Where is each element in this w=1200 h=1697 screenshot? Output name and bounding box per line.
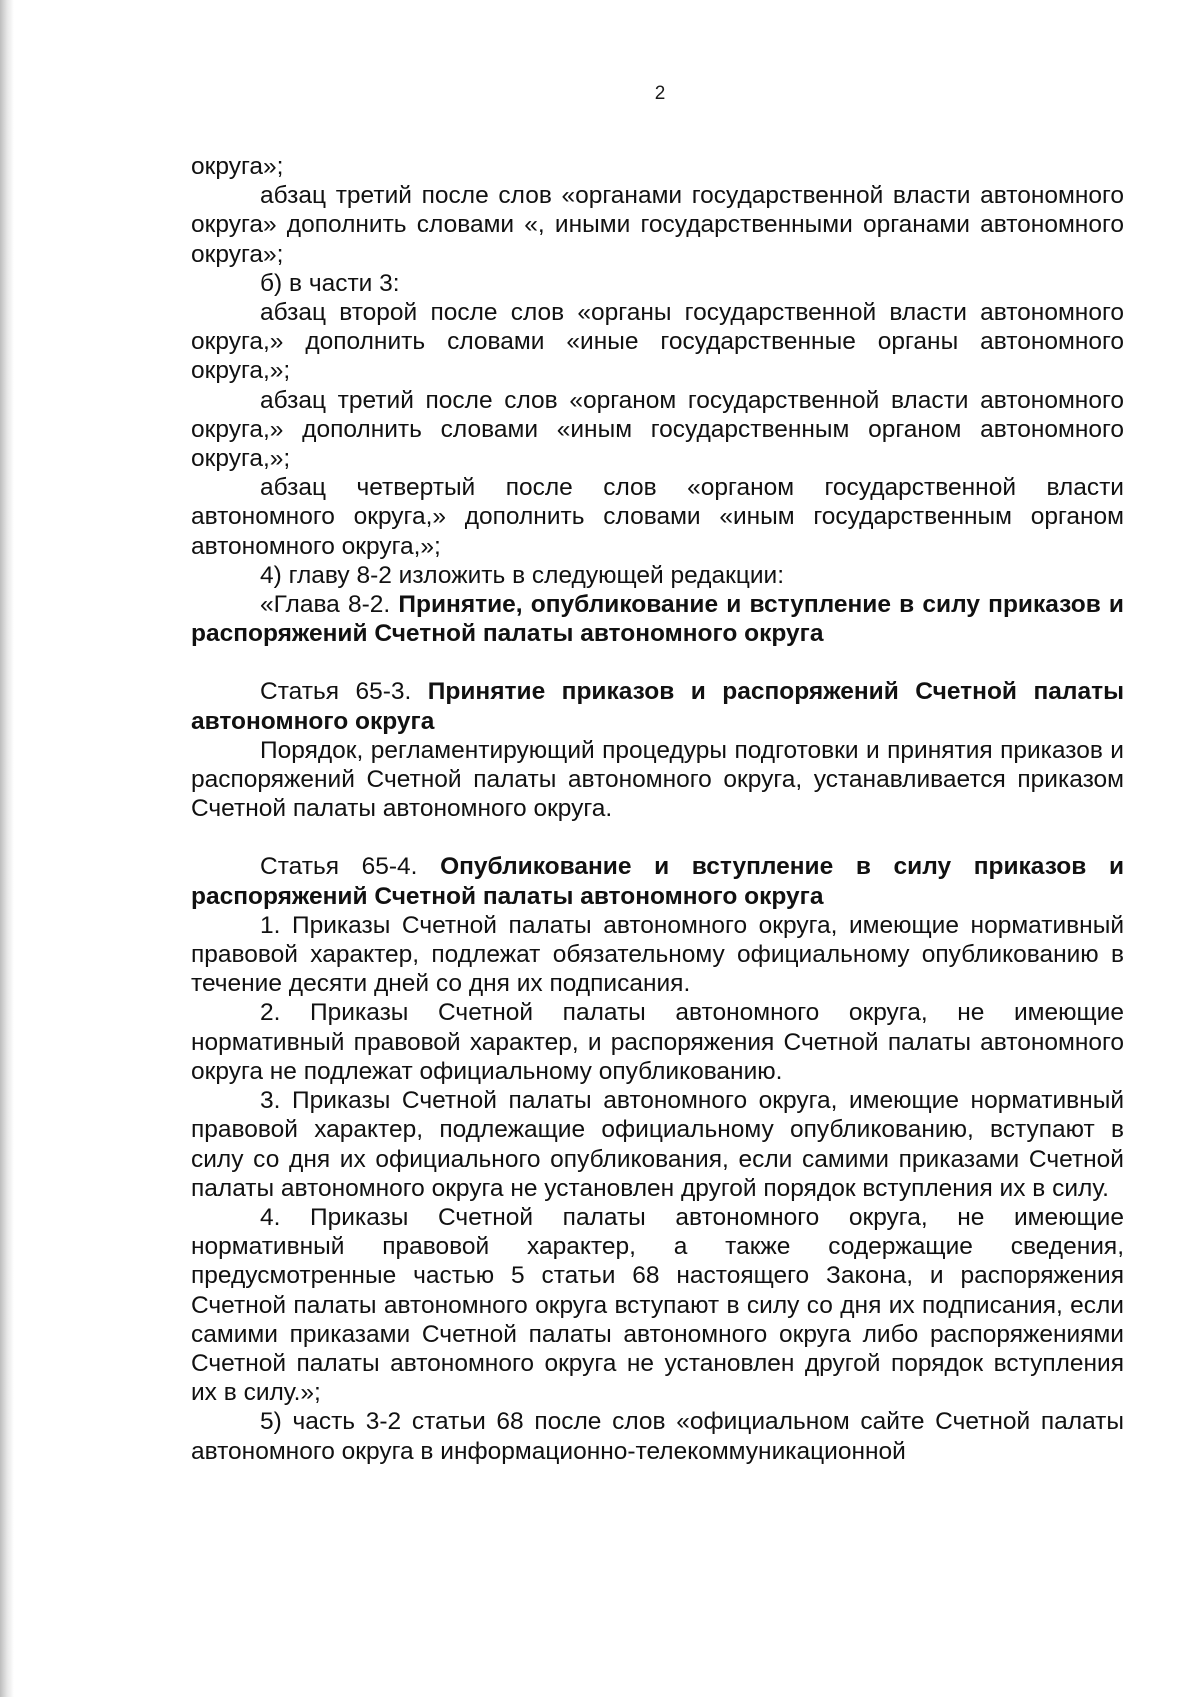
paragraph: 3. Приказы Счетной палаты автономного округа, имеющие нормативный правовой характер, подлежащие официальному опубликованию, вступают в силу со дня их официального опубликования, если самими приказами Счетной палаты автономного округа не установлен другой порядок вступления их в силу.: [191, 1087, 1124, 1202]
paragraph: абзац третий после слов «органами государственной власти автономного округа» дополнить словами «, иными государственными органами автономного округа»;: [191, 182, 1124, 268]
article-heading: [191, 677, 1124, 735]
paragraph: б) в части 3:: [260, 269, 400, 297]
chapter-heading: [191, 590, 1124, 648]
paragraph: абзац третий после слов «органом государственной власти автономного округа,» дополнить словами «иным государственным органом автономного округа,»;: [191, 386, 1124, 473]
document-body: [191, 152, 1124, 1466]
scan-edge-shadow: [0, 0, 14, 1697]
paragraph: 4. Приказы Счетной палаты автономного округа, не имеющие нормативный правовой характер, а также содержащие сведения, предусмотренные частью 5 статьи 68 настоящего Закона, и распоряжения Счетной палаты автономного округа вступают в силу со дня их подписания, если самими приказами Счетной палаты автономного округа либо распоряжениями Счетной палаты автономного округа не установлен другой порядок вступления их в силу.»;: [191, 1203, 1124, 1407]
chapter-heading-lead: «Глава 8-2.: [260, 591, 399, 619]
article-heading-lead: Статья 65-4.: [260, 853, 441, 881]
paragraph: абзац второй после слов «органы государственной власти автономного округа,» дополнить словами «иные государственные органы автономного округа,»;: [191, 299, 1124, 385]
article-heading: [191, 852, 1124, 910]
paragraph: 2. Приказы Счетной палаты автономного округа, не имеющие нормативный правовой характер, и распоряжения Счетной палаты автономного округа не подлежат официальному опубликованию.: [191, 999, 1124, 1085]
page-number: 2: [654, 83, 666, 104]
chapter-heading-title: Принятие, опубликование и вступление в силу приказов и распоряжений Счетной палаты автономного округа: [191, 591, 1124, 648]
paragraph: 5) часть 3-2 статьи 68 после слов «официальном сайте Счетной палаты автономного округа в информационно-телекоммуникационной: [191, 1408, 1124, 1465]
article-heading-lead: Статья 65-3.: [260, 678, 428, 706]
paragraph: округа»;: [191, 153, 284, 180]
paragraph: Порядок, регламентирующий процедуры подготовки и принятия приказов и распоряжений Счетной палаты автономного округа, устанавливается приказом Счетной палаты автономного округа.: [191, 736, 1124, 823]
paragraph: абзац четвертый после слов «органом государственной власти автономного округа,» дополнить словами «иным государственным органом автономного округа,»;: [191, 474, 1124, 560]
paragraph: 4) главу 8-2 изложить в следующей редакции:: [260, 561, 785, 589]
article-heading-title: Опубликование и вступление в силу приказов и распоряжений Счетной палаты автономного округа: [191, 853, 1125, 910]
paragraph: 1. Приказы Счетной палаты автономного округа, имеющие нормативный правовой характер, подлежат обязательному официальному опубликованию в течение десяти дней со дня их подписания.: [191, 911, 1124, 998]
article-heading-title: Принятие приказов и распоряжений Счетной палаты автономного округа: [191, 678, 1125, 735]
